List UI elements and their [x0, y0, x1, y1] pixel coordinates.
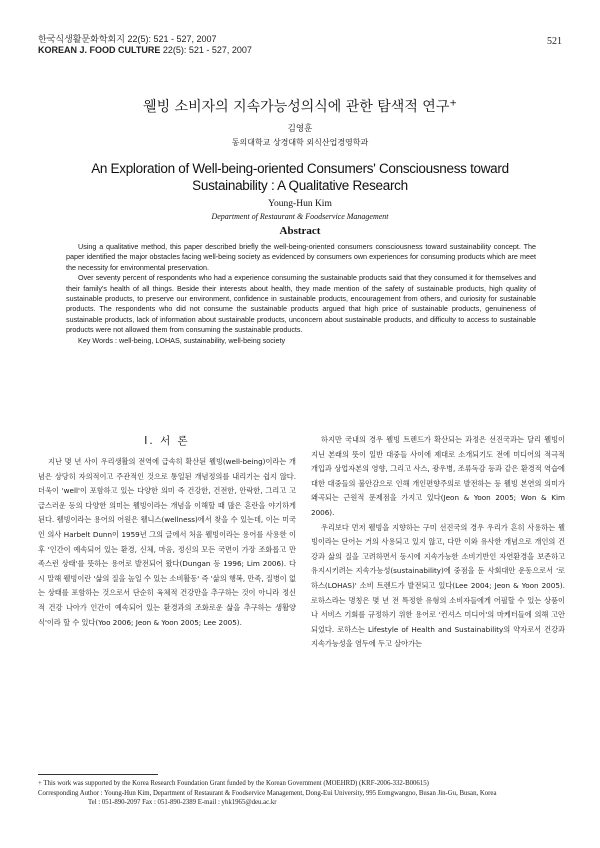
corresponding-author-footnote: Corresponding Author : Young-Hun Kim, Department of Restaurant & Foodservice Management, Dong-Eui University, 995 Eomgwangno, Busan Jin-Gu, Busan, Korea: [38, 789, 497, 797]
korean-affiliation: 동의대학교 상경대학 외식산업경영학과: [231, 138, 369, 147]
english-title: [60, 160, 540, 194]
abstract-paragraph-2: Over seventy percent of respondents who had a experience consuming the sustainable products said that they consumed it for themselves and their family's health of all things. Beside their interests about health, they made mention of the safety of sustainable products, high quality of sustainable products, to preserve our environment, confidence in sustainable products, encouragement from others, and curiosity for sustainable products. The respondents who did not consume the sustainable products argued that high price of sustainable products, genuineness of sustainable products, lack of information about sustainable products, unconcern about sustainable products, and difficulty to access to sustainable products were not allowed them from consuming the sustainable products.: [66, 273, 536, 335]
journal-line-english: [38, 45, 252, 56]
journal-line-korean: 한국식생활문화학회지 22(5): 521 - 527, 2007: [38, 34, 217, 44]
keywords-label: Key Words :: [78, 335, 118, 345]
abstract-heading: Abstract: [279, 225, 321, 237]
funding-footnote: + This work was supported by the Korea Research Foundation Grant funded by the Korean Government (MOEHRD) (KRF-2006-332-B00615): [38, 780, 429, 787]
journal-header: [38, 34, 252, 56]
title-footnote-mark: +: [449, 98, 457, 109]
keywords-list: well-being, LOHAS, sustainability, well-being society: [117, 335, 286, 345]
footnote-divider: [38, 774, 158, 775]
right-column-paragraph-2: 우리보다 먼저 웰빙을 지향하는 구미 선진국의 경우 우리가 흔히 사용하는 웰빙이라는 단어는 거의 사용되고 있지 않고, 다만 이와 유사한 개념으로 개인의 건강과 삶의 질을 고려하면서 동시에 지속가능한 소비기반인 자연환경을 보존하고 유지시키려는 지속가능성(sustainability)에 중점을 둔 사회대안 운동으로서 '로하스(LOHAS)' 소비 트렌드가 발전되고 있다(Lee 2004; Jeon & Yoon 2005). 로하스라는 명칭은 몇 년 전 특정한 유형의 소비자들에게 어필할 수 있는 상품이나 서비스 기회를 규정하기 위한 용어로 '컨셔스 미디어'의 마케터들에 의해 고안되었다. 로하스는 Lifestyle of Health and Sustainability의 약자로서 건강과 지속가능성을 염두에 두고 살아가는: [311, 522, 565, 649]
left-column-paragraph: 지난 몇 년 사이 우리생활의 전역에 급속히 확산된 웰빙(well-being)이라는 개념은 상당히 자의적이고 주관적인 것으로 통일된 개념정의를 내리기는 쉽지 않다. 더욱이 'well'이 포함하고 있는 다양한 의미 즉 건강한, 건전한, 안락한, 그리고 고급스러운 등의 다양한 의미는 웰빙이라는 개념을 이해할 때 많은 혼란을 야기하게 된다. 웰빙이라는 용어의 어원은 웰니스(wellness)에서 찾을 수 있는데, 이는 미국인 의사 Harbelt Dunn이 1959년 그의 글에서 처음 웰빙이라는 용어를 사용한 이후 '인간이 예속되어 있는 환경, 신체, 마음, 정신의 모든 국면이 가장 조화롭고 만족스런 상태'를 뜻하는 용어로 발전되어 왔다(Dungan 등 1996; Lim 2006). 다시 말해 웰빙이란 '삶의 질을 높일 수 있는 소비활동' 즉 '삶의 행복, 만족, 질병이 없는 상태를 포함하는 것으로서 단순히 육체적 건강만을 추구하는 것이 아니라 정신적 건강 나아가 인간이 예속되어 있는 환경과의 조화로운 삶을 추구하는 생활양식'이라 할 수 있다(Yoo 2006; Jeon & Yoon 2005; Lee 2005).: [38, 457, 296, 627]
english-title-line-1: An Exploration of Well-being-oriented Consumers' Consciousness toward: [91, 161, 509, 176]
right-column: [311, 433, 565, 652]
english-author: Young-Hun Kim: [268, 199, 332, 209]
journal-volume-english: 22(5): 521 - 527, 2007: [160, 45, 252, 55]
left-column: [38, 455, 296, 630]
korean-title: [0, 96, 600, 116]
contact-footnote: Tel : 051-890-2097 Fax : 051-890-2389 E-mail : yhk1965@deu.ac.kr: [88, 799, 277, 806]
abstract-paragraph-1: Using a qualitative method, this paper described briefly the well-being-oriented consumers consciousness toward sustainability concept. The paper identified the major obstacles facing well-being society as evidenced by consumers own experiences for consuming products which are meet the necessity for environmental preservation.: [66, 242, 536, 272]
section-heading-introduction: Ⅰ. 서 론: [144, 435, 190, 447]
right-column-paragraph-1: 하지만 국내의 경우 웰빙 트렌드가 확산되는 과정은 선진국과는 달리 웰빙이 지닌 본래의 뜻이 일반 대중들 사이에 제대로 소개되기도 전에 미디어의 적극적 개입과 상업자본의 영향, 그리고 사스, 광우병, 조류독감 등과 같은 환경적 역습에 대한 대중들의 불안감으로 인해 개인편향주의로 발전하는 등 웰빙 본연의 의미가 왜곡되는 근원적 문제점을 가지고 있다(Jeon & Yoon 2005; Won & Kim 2006).: [311, 435, 565, 517]
english-affiliation: Department of Restaurant & Foodservice Management: [211, 212, 389, 221]
journal-name-english: KOREAN J. FOOD CULTURE: [38, 45, 161, 55]
abstract-body: [66, 242, 536, 346]
korean-author: 김영훈: [287, 124, 313, 134]
korean-title-text: 웰빙 소비자의 지속가능성의식에 관한 탐색적 연구: [143, 99, 450, 115]
english-title-line-2: Sustainability : A Qualitative Research: [192, 178, 408, 193]
keywords: [66, 336, 536, 346]
footnotes: [38, 779, 568, 808]
page-number: 521: [547, 36, 562, 47]
